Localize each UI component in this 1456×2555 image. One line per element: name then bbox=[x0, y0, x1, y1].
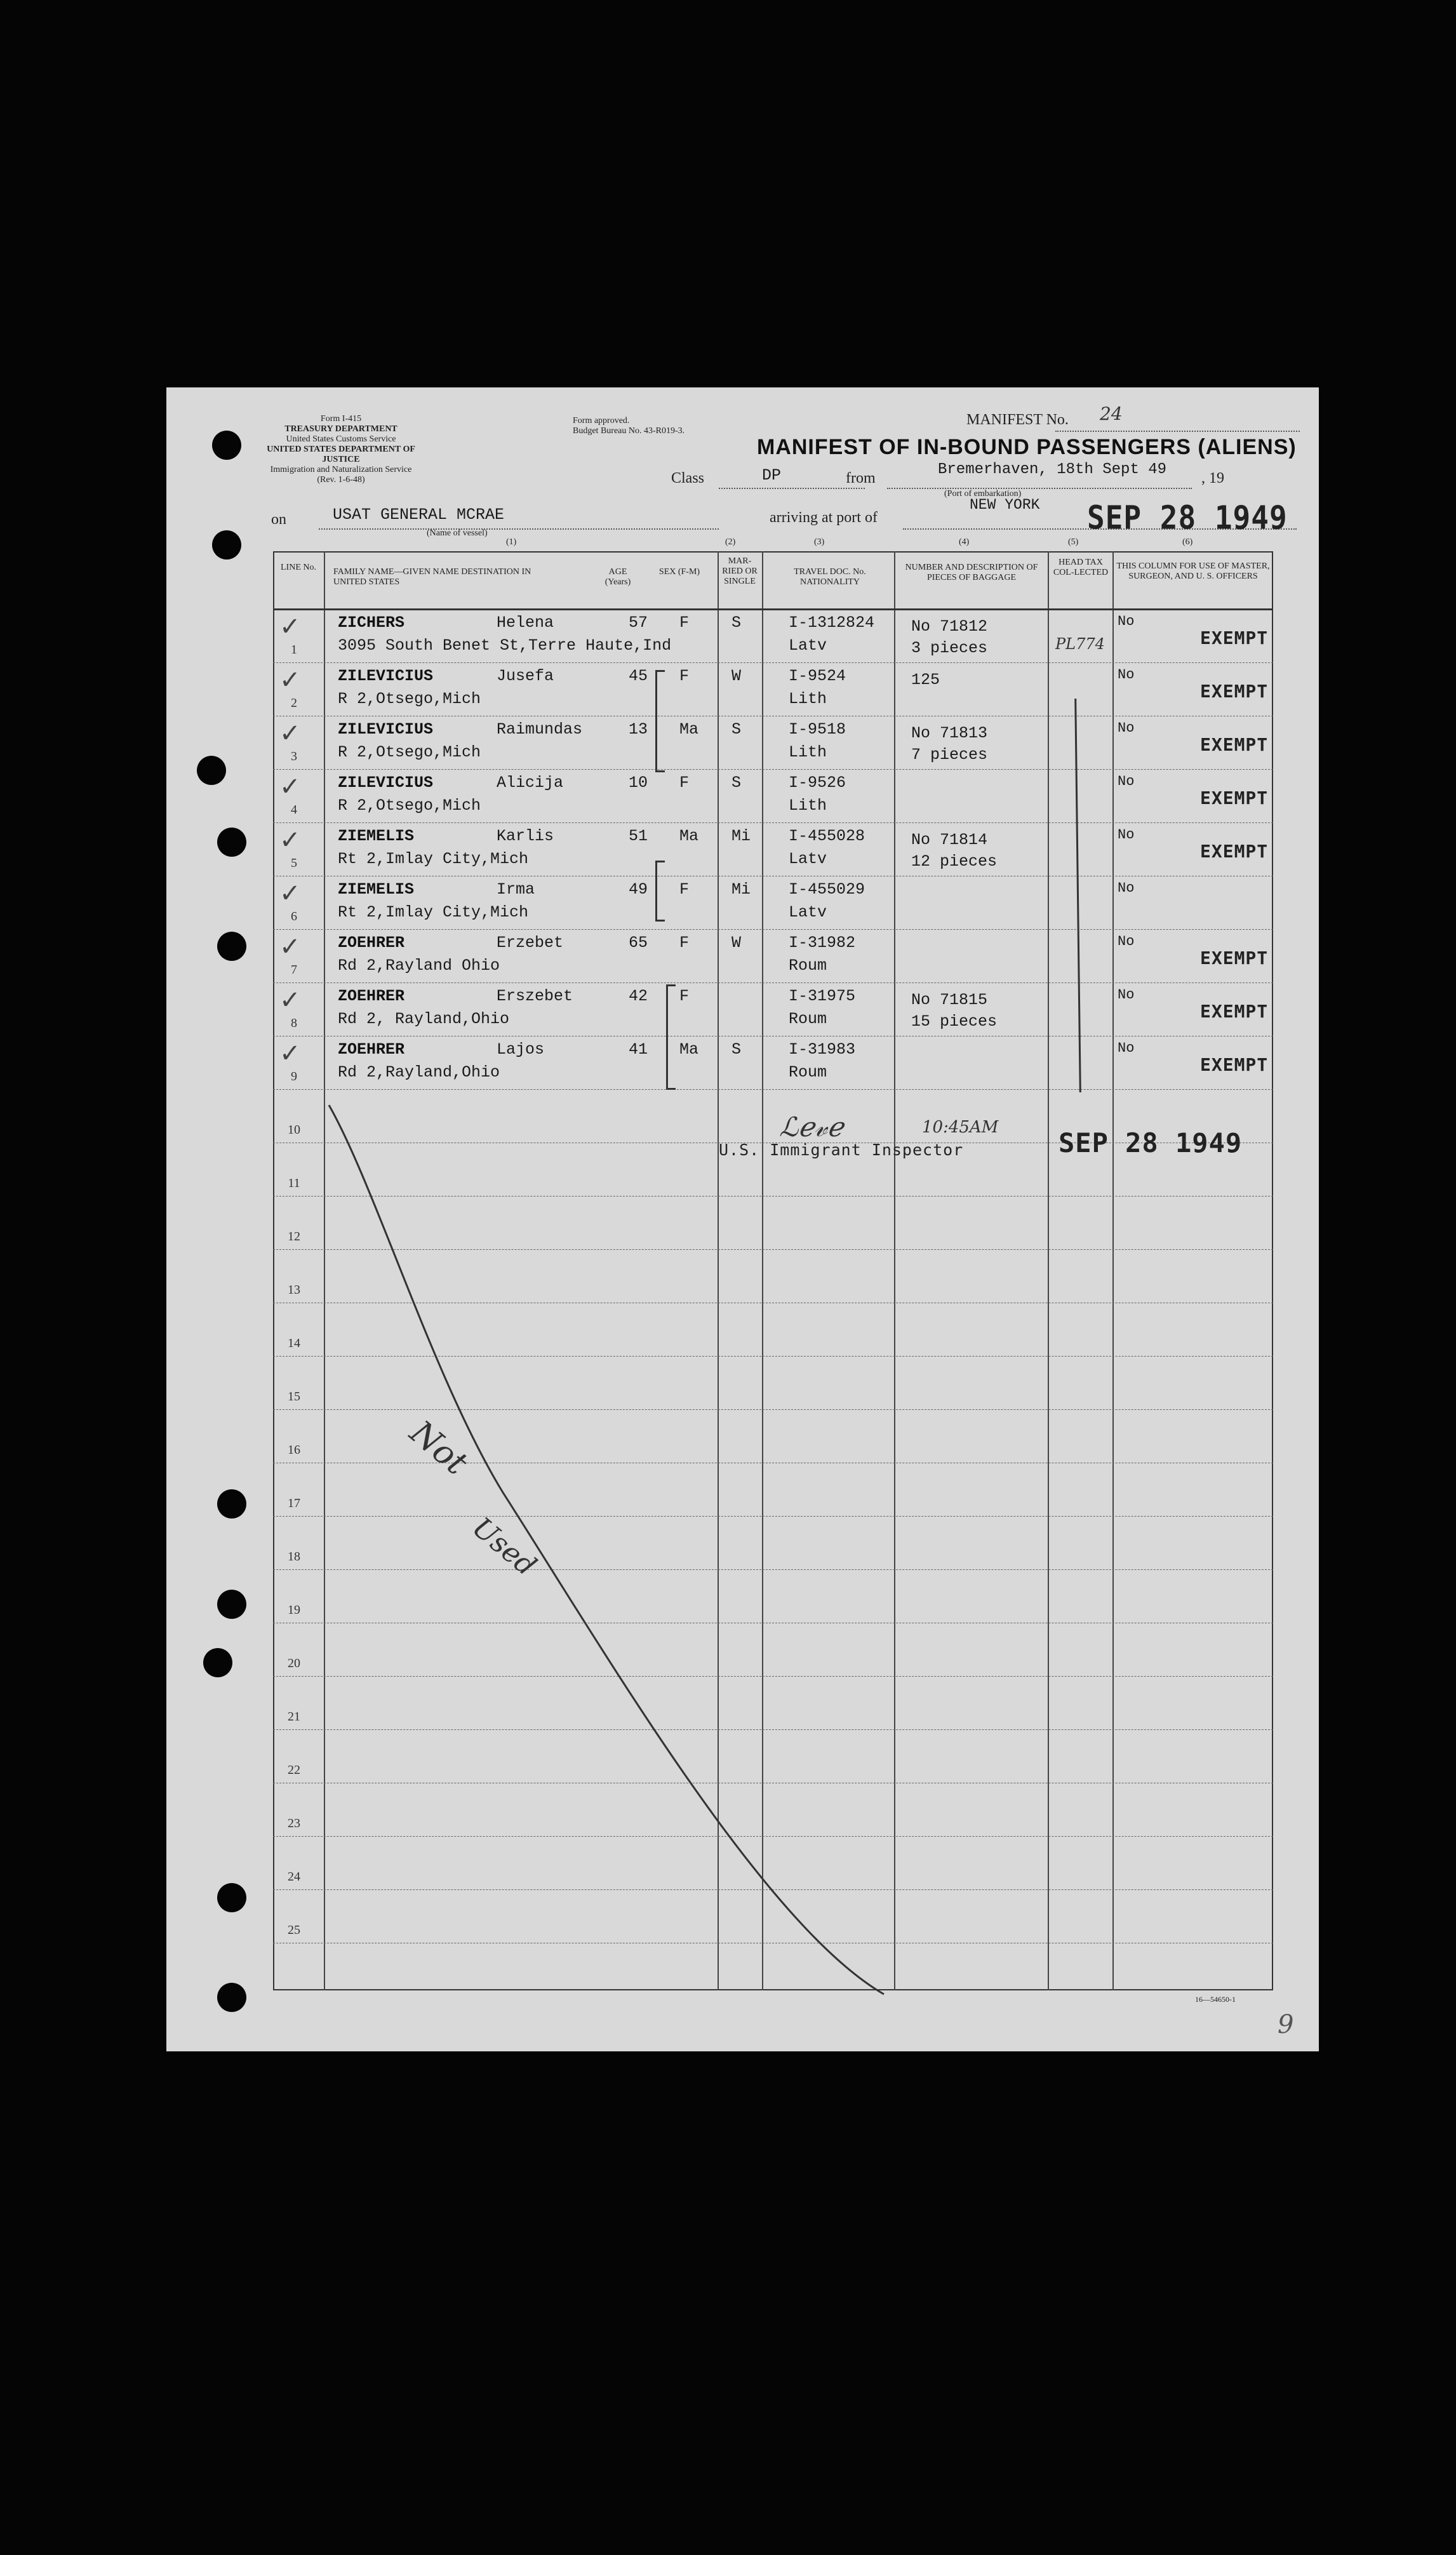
sex-value: Ma bbox=[679, 720, 699, 739]
document-title: MANIFEST OF IN-BOUND PASSENGERS (ALIENS) bbox=[757, 435, 1297, 459]
line-number: 13 bbox=[288, 1283, 300, 1297]
given-name: Erzebet bbox=[497, 934, 564, 952]
line-number: 7 bbox=[291, 963, 297, 977]
family-name: ZOEHRER bbox=[338, 1040, 405, 1059]
not-used-note-1: Not bbox=[403, 1413, 475, 1483]
line-number: 20 bbox=[288, 1656, 300, 1670]
port-name: NEW YORK bbox=[970, 497, 1040, 513]
exempt-stamp: EXEMPT bbox=[1200, 841, 1269, 862]
col-num-5: (5) bbox=[1068, 537, 1079, 547]
manifest-no-value: 24 bbox=[1100, 403, 1123, 424]
travel-doc-number: I-9518 bbox=[789, 720, 846, 739]
destination: R 2,Otsego,Mich bbox=[338, 796, 481, 815]
line-number: 19 bbox=[288, 1603, 300, 1617]
hdr-name: FAMILY NAME—GIVEN NAME DESTINATION IN UNITED STATES bbox=[333, 567, 531, 587]
officer-note: No bbox=[1118, 827, 1135, 843]
age-value: 42 bbox=[629, 987, 648, 1005]
line-number: 23 bbox=[288, 1816, 300, 1830]
age-value: 10 bbox=[629, 774, 648, 792]
line-number: 14 bbox=[288, 1336, 300, 1350]
travel-doc-number: I-455028 bbox=[789, 827, 865, 845]
not-used-note-2: Used bbox=[465, 1511, 542, 1583]
check-mark-icon: ✓ bbox=[279, 612, 301, 641]
nationality: Latv bbox=[789, 636, 827, 655]
family-name: ZILEVICIUS bbox=[338, 774, 434, 792]
family-name: ZOEHRER bbox=[338, 987, 405, 1005]
family-name: ZILEVICIUS bbox=[338, 720, 434, 739]
baggage-number: No 71813 bbox=[911, 724, 988, 742]
destination: R 2,Otsego,Mich bbox=[338, 743, 481, 761]
col-num-3: (3) bbox=[814, 537, 825, 547]
col-num-6: (6) bbox=[1182, 537, 1193, 547]
baggage-pieces: 12 pieces bbox=[911, 852, 998, 871]
travel-doc-number: I-1312824 bbox=[789, 614, 875, 632]
given-name: Helena bbox=[497, 614, 554, 632]
nationality: Roum bbox=[789, 956, 827, 975]
arriving-label: arriving at port of bbox=[770, 509, 878, 526]
check-mark-icon: ✓ bbox=[279, 826, 301, 855]
check-mark-icon: ✓ bbox=[279, 1039, 301, 1068]
officer-note: No bbox=[1118, 667, 1135, 683]
family-name: ZICHERS bbox=[338, 614, 405, 632]
travel-doc-number: I-31982 bbox=[789, 934, 856, 952]
age-value: 49 bbox=[629, 880, 648, 899]
col-num-4: (4) bbox=[959, 537, 970, 547]
form-code: 16—54650-1 bbox=[1195, 1995, 1236, 2004]
line-number: 5 bbox=[291, 856, 297, 870]
hdr-married: MAR-RIED OR SINGLE bbox=[722, 556, 758, 586]
age-value: 41 bbox=[629, 1040, 648, 1059]
nationality: Lith bbox=[789, 690, 827, 708]
baggage-pieces: 3 pieces bbox=[911, 639, 988, 657]
officer-note: No bbox=[1118, 934, 1135, 949]
vessel-label: (Name of vessel) bbox=[427, 528, 488, 538]
sex-value: Ma bbox=[679, 1040, 699, 1059]
hdr-travel: TRAVEL DOC. No. NATIONALITY bbox=[794, 567, 866, 587]
line-number: 10 bbox=[288, 1123, 300, 1137]
dept-ins: Immigration and Naturalization Service bbox=[270, 465, 412, 474]
check-mark-icon: ✓ bbox=[279, 932, 301, 962]
check-mark-icon: ✓ bbox=[279, 879, 301, 908]
line-number: 11 bbox=[288, 1176, 300, 1190]
line-number: 16 bbox=[288, 1443, 300, 1457]
form-revision: (Rev. 1-6-48) bbox=[317, 475, 365, 485]
line-number: 8 bbox=[291, 1016, 297, 1030]
hdr-age: AGE (Years) bbox=[604, 567, 631, 587]
family-name: ZIEMELIS bbox=[338, 827, 415, 845]
hdr-line-no: LINE No. bbox=[281, 563, 316, 572]
officer-note: No bbox=[1118, 774, 1135, 789]
officer-note: No bbox=[1118, 614, 1135, 629]
exempt-stamp: EXEMPT bbox=[1200, 788, 1269, 808]
from-value: Bremerhaven, 18th Sept 49 bbox=[938, 461, 1167, 478]
destination: 3095 South Benet St,Terre Haute,Ind bbox=[338, 636, 672, 655]
marital-status: S bbox=[731, 774, 742, 792]
sex-value: F bbox=[679, 614, 690, 632]
dept-customs: United States Customs Service bbox=[286, 434, 396, 444]
line-number: 15 bbox=[288, 1390, 300, 1404]
line-number: 4 bbox=[291, 803, 297, 817]
budget-bureau-text: Budget Bureau No. 43-R019-3. bbox=[573, 426, 685, 436]
baggage-number: 125 bbox=[911, 671, 940, 689]
nationality: Roum bbox=[789, 1010, 827, 1028]
baggage-pieces: 7 pieces bbox=[911, 746, 988, 764]
age-value: 51 bbox=[629, 827, 648, 845]
travel-doc-number: I-31983 bbox=[789, 1040, 856, 1059]
line-number: 2 bbox=[291, 696, 297, 710]
officer-note: No bbox=[1118, 1040, 1135, 1056]
sex-value: F bbox=[679, 880, 690, 899]
hdr-officers: THIS COLUMN FOR USE OF MASTER, SURGEON, AND U. S. OFFICERS bbox=[1116, 561, 1270, 581]
form-number: Form I-415 bbox=[320, 414, 362, 424]
age-value: 13 bbox=[629, 720, 648, 739]
age-value: 57 bbox=[629, 614, 648, 632]
destination: Rt 2,Imlay City,Mich bbox=[338, 850, 529, 868]
line-number: 25 bbox=[288, 1923, 300, 1937]
line-number: 21 bbox=[288, 1710, 300, 1724]
marital-status: S bbox=[731, 720, 742, 739]
nationality: Lith bbox=[789, 796, 827, 815]
exempt-stamp: EXEMPT bbox=[1200, 627, 1269, 648]
nationality: Lith bbox=[789, 743, 827, 761]
nationality: Latv bbox=[789, 850, 827, 868]
baggage-number: No 71815 bbox=[911, 991, 988, 1009]
inspector-title: U.S. Immigrant Inspector bbox=[719, 1141, 964, 1159]
marital-status: Mi bbox=[731, 880, 751, 899]
check-mark-icon: ✓ bbox=[279, 719, 301, 748]
baggage-number: No 71812 bbox=[911, 617, 988, 636]
check-mark-icon: ✓ bbox=[279, 986, 301, 1015]
destination: Rd 2,Rayland Ohio bbox=[338, 956, 500, 975]
line-number: 18 bbox=[288, 1550, 300, 1564]
inspector-signature: ℒℯ𝓋ℯ bbox=[779, 1111, 843, 1143]
exempt-stamp: EXEMPT bbox=[1200, 1001, 1269, 1022]
form-approved-text: Form approved. bbox=[573, 416, 630, 426]
line-number: 17 bbox=[288, 1496, 300, 1510]
class-value: DP bbox=[762, 466, 782, 485]
given-name: Alicija bbox=[497, 774, 564, 792]
family-name: ZILEVICIUS bbox=[338, 667, 434, 685]
destination: R 2,Otsego,Mich bbox=[338, 690, 481, 708]
given-name: Lajos bbox=[497, 1040, 545, 1059]
marital-status: S bbox=[731, 614, 742, 632]
line-number: 6 bbox=[291, 909, 297, 923]
class-label: Class bbox=[671, 470, 705, 486]
given-name: Erszebet bbox=[497, 987, 573, 1005]
family-name: ZOEHRER bbox=[338, 934, 405, 952]
officer-note: No bbox=[1118, 987, 1135, 1003]
family-name: ZIEMELIS bbox=[338, 880, 415, 899]
destination: Rd 2, Rayland,Ohio bbox=[338, 1010, 510, 1028]
marital-status: W bbox=[731, 934, 742, 952]
exempt-stamp: EXEMPT bbox=[1200, 681, 1269, 702]
arrival-date-stamp: SEP 28 1949 bbox=[1087, 499, 1288, 537]
line-number: 12 bbox=[288, 1230, 300, 1244]
dept-treasury: TREASURY DEPARTMENT bbox=[284, 424, 397, 434]
col-num-1: (1) bbox=[506, 537, 517, 547]
on-label: on bbox=[271, 511, 286, 528]
marital-status: Mi bbox=[731, 827, 751, 845]
inspection-time: 10:45AM bbox=[922, 1118, 999, 1137]
line-number: 22 bbox=[288, 1763, 300, 1777]
given-name: Jusefa bbox=[497, 667, 554, 685]
sex-value: F bbox=[679, 667, 690, 685]
hdr-sex: SEX (F-M) bbox=[658, 567, 700, 577]
line-number: 24 bbox=[288, 1870, 300, 1884]
year-suffix: , 19 bbox=[1201, 470, 1224, 486]
officer-note: No bbox=[1118, 880, 1135, 896]
page-number: 9 bbox=[1278, 2010, 1294, 2039]
sex-value: F bbox=[679, 987, 690, 1005]
manifest-sheet bbox=[166, 387, 1319, 2051]
dept-justice: UNITED STATES DEPARTMENT OF JUSTICE bbox=[267, 445, 415, 464]
exempt-stamp: EXEMPT bbox=[1200, 1054, 1269, 1075]
exempt-stamp: EXEMPT bbox=[1200, 948, 1269, 969]
vessel-name: USAT GENERAL MCRAE bbox=[333, 506, 505, 524]
col-num-2: (2) bbox=[725, 537, 736, 547]
officer-note: No bbox=[1118, 720, 1135, 736]
line-number: 9 bbox=[291, 1070, 297, 1083]
sex-value: F bbox=[679, 934, 690, 952]
from-label: from bbox=[846, 470, 876, 486]
check-mark-icon: ✓ bbox=[279, 666, 301, 695]
given-name: Karlis bbox=[497, 827, 554, 845]
manifest-no-label: MANIFEST No. bbox=[966, 412, 1069, 428]
travel-doc-number: I-31975 bbox=[789, 987, 856, 1005]
head-tax-note: PL774 bbox=[1055, 635, 1105, 653]
check-mark-icon: ✓ bbox=[279, 772, 301, 801]
sex-value: Ma bbox=[679, 827, 699, 845]
destination: Rd 2,Rayland,Ohio bbox=[338, 1063, 500, 1082]
age-value: 45 bbox=[629, 667, 648, 685]
baggage-pieces: 15 pieces bbox=[911, 1012, 998, 1031]
not-used-strike-line bbox=[166, 387, 1319, 2051]
line-number: 3 bbox=[291, 749, 297, 763]
given-name: Irma bbox=[497, 880, 535, 899]
port-embark-label: (Port of embarkation) bbox=[944, 489, 1022, 499]
nationality: Latv bbox=[789, 903, 827, 922]
baggage-number: No 71814 bbox=[911, 831, 988, 849]
nationality: Roum bbox=[789, 1063, 827, 1082]
line-number: 1 bbox=[291, 643, 297, 657]
exempt-stamp: EXEMPT bbox=[1200, 734, 1269, 755]
age-value: 65 bbox=[629, 934, 648, 952]
given-name: Raimundas bbox=[497, 720, 583, 739]
destination: Rt 2,Imlay City,Mich bbox=[338, 903, 529, 922]
travel-doc-number: I-9526 bbox=[789, 774, 846, 792]
hdr-headtax: HEAD TAX COL-LECTED bbox=[1053, 558, 1109, 577]
marital-status: W bbox=[731, 667, 742, 685]
travel-doc-number: I-9524 bbox=[789, 667, 846, 685]
travel-doc-number: I-455029 bbox=[789, 880, 865, 899]
sex-value: F bbox=[679, 774, 690, 792]
hdr-baggage: NUMBER AND DESCRIPTION OF PIECES OF BAGGAGE bbox=[905, 563, 1038, 582]
inspection-date-stamp: SEP 28 1949 bbox=[1059, 1127, 1243, 1158]
marital-status: S bbox=[731, 1040, 742, 1059]
